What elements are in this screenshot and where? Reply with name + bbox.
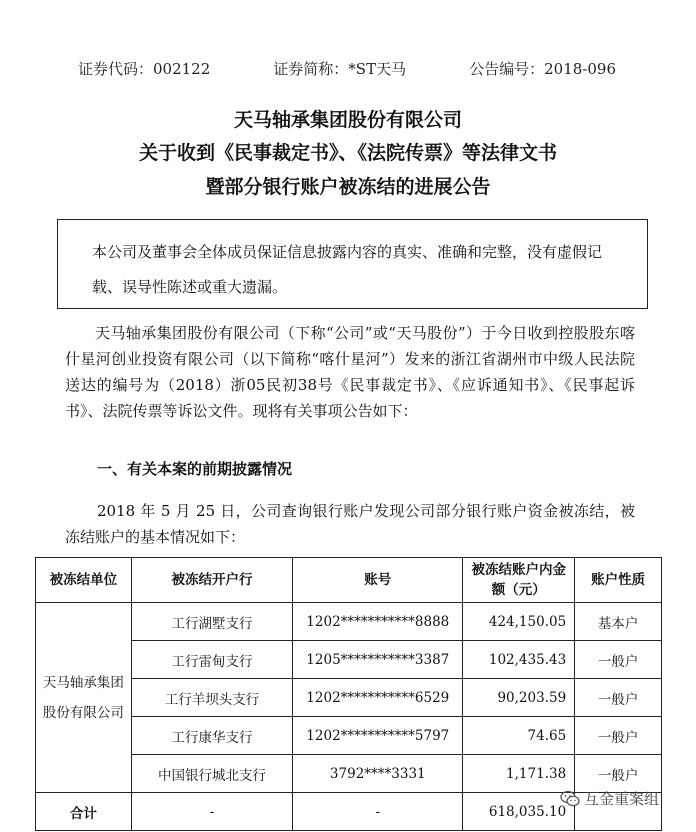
security-code: 证券代码：002122: [78, 60, 211, 78]
intro-paragraph: 天马轴承集团股份有限公司（下称“公司”或“天马股份”）于今日收到控股股东喀什星河创业投资有限公司（以下简称“喀什星河”）发来的浙江省湖州市中级人民法院送达的编号为（2018）浙05民初38号《民事裁定书》、《应诉通知书》、《民事起诉书》、法院传票等诉讼文件。现将有关事项公告如下：: [65, 324, 635, 420]
cell-type: 一般户: [575, 641, 662, 679]
cell-amount: 74.65: [463, 717, 575, 755]
cell-unit-name: 天马轴承集团股份有限公司: [36, 603, 132, 793]
watermark: [560, 788, 659, 809]
header-account: 账号: [293, 558, 463, 603]
cell-bank: 工行湖墅支行: [131, 603, 293, 641]
cell-total-bank: -: [131, 793, 293, 831]
cell-total-label: 合计: [36, 793, 132, 831]
cell-bank: 中国银行城北支行: [131, 755, 293, 793]
title-line-2: 关于收到《民事裁定书》、《法院传票》等法律文书: [138, 142, 557, 164]
cell-account: 1202***********5797: [293, 717, 463, 755]
cell-bank: 工行康华支行: [131, 717, 293, 755]
header-unit: 被冻结单位: [36, 558, 132, 603]
cell-bank: 工行羊坝头支行: [131, 679, 293, 717]
header-type: 账户性质: [575, 558, 662, 603]
cell-type: 一般户: [575, 717, 662, 755]
disclaimer-text: 本公司及董事会全体成员保证信息披露内容的真实、准确和完整，没有虚假记载、误导性陈述或重大遗漏。: [92, 243, 603, 296]
cell-account: 1202***********6529: [293, 679, 463, 717]
cell-type: 一般户: [575, 755, 662, 793]
freeze-paragraph: 2018 年 5 月 25 日，公司查询银行账户发现公司部分银行账户资金被冻结，被冻结账户的基本情况如下：: [65, 502, 635, 546]
cell-amount: 102,435.43: [463, 641, 575, 679]
cell-amount: 90,203.59: [463, 679, 575, 717]
cell-bank: 工行雷甸支行: [131, 641, 293, 679]
document-header: [78, 58, 616, 79]
watermark-text: 互金重案组: [584, 790, 660, 808]
cell-account: 1205***********3387: [293, 641, 463, 679]
cell-type: 基本户: [575, 603, 662, 641]
title-company: 天马轴承集团股份有限公司: [233, 109, 462, 131]
header-amount: 被冻结账户内金额（元）: [463, 558, 575, 603]
cell-type: 一般户: [575, 679, 662, 717]
section-heading: 一、有关本案的前期披露情况: [97, 460, 293, 478]
notice-number: 公告编号：2018-096: [469, 60, 616, 78]
table-header-row: [36, 558, 662, 603]
security-short-name: 证券简称：*ST天马: [273, 60, 407, 78]
cell-amount: 424,150.05: [463, 603, 575, 641]
cell-amount: 1,171.38: [463, 755, 575, 793]
cell-account: 1202***********8888: [293, 603, 463, 641]
cell-total-amount: 618,035.10: [463, 793, 575, 831]
disclaimer-box: [57, 219, 648, 309]
table-row: [36, 603, 662, 641]
cell-total-account: -: [293, 793, 463, 831]
cell-account: 3792****3331: [293, 755, 463, 793]
wechat-icon: [560, 790, 580, 808]
title-line-3: 暨部分银行账户被冻结的进展公告: [205, 176, 491, 198]
header-bank: 被冻结开户行: [131, 558, 293, 603]
